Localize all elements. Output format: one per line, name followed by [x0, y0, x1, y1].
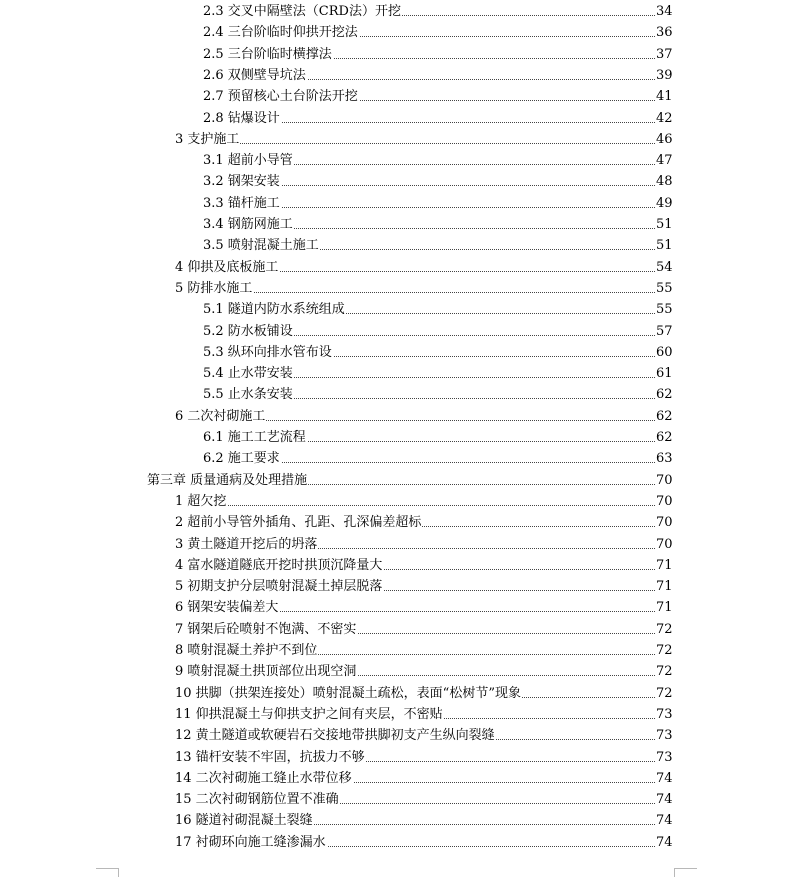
toc-page-number: 48	[656, 174, 673, 190]
toc-entry-title: 12 黄土隧道或软硬岩石交接地带拱脚初支产生纵向裂缝	[175, 725, 496, 746]
toc-entry-title: 16 隧道衬砌混凝土裂缝	[175, 810, 314, 831]
toc-page-number: 54	[656, 259, 673, 275]
toc-entry[interactable]	[0, 534, 795, 555]
toc-page-number: 49	[656, 195, 673, 211]
toc-page-number: 55	[656, 302, 673, 318]
toc-entry-title: 3.4 钢筋网施工	[203, 214, 294, 235]
toc-page-number: 74	[656, 792, 673, 808]
toc-entry[interactable]	[0, 576, 795, 597]
toc-entry-title: 第三章 质量通病及处理措施	[147, 470, 308, 491]
toc-entry-title: 6 钢架安装偏差大	[175, 597, 279, 618]
toc-entry[interactable]	[0, 747, 795, 768]
toc-entry[interactable]	[0, 789, 795, 810]
toc-entry-title: 2.3 交叉中隔壁法（CRD法）开挖	[203, 1, 402, 22]
toc-entry[interactable]	[0, 470, 795, 491]
toc-page-number: 70	[656, 493, 673, 509]
toc-entry-title: 3 黄土隧道开挖后的坍落	[175, 534, 318, 555]
toc-entry-title: 7 钢架后砼喷射不饱满、不密实	[175, 619, 357, 640]
toc-page-number: 39	[656, 67, 673, 83]
toc-entry[interactable]	[0, 321, 795, 342]
toc-entry-title: 2.5 三台阶临时横撑法	[203, 44, 333, 65]
toc-page-number: 70	[656, 515, 673, 531]
toc-page-number: 71	[656, 600, 673, 616]
toc-entry[interactable]	[0, 150, 795, 171]
toc-entry-title: 3.2 钢架安装	[203, 171, 281, 192]
toc-entry-title: 5.1 隧道内防水系统组成	[203, 299, 346, 320]
toc-entry[interactable]	[0, 491, 795, 512]
toc-entry[interactable]	[0, 214, 795, 235]
toc-entry[interactable]	[0, 44, 795, 65]
toc-page-number: 73	[656, 706, 673, 722]
toc-entry[interactable]	[0, 363, 795, 384]
toc-entry[interactable]	[0, 619, 795, 640]
toc-entry-title: 2.8 钻爆设计	[203, 108, 281, 129]
toc-entry-title: 6.2 施工要求	[203, 448, 281, 469]
toc-page-number: 72	[656, 685, 673, 701]
toc-page-number: 41	[656, 89, 673, 105]
toc-entry-title: 14 二次衬砌施工缝止水带位移	[175, 768, 353, 789]
toc-entry[interactable]	[0, 768, 795, 789]
toc-entry[interactable]	[0, 171, 795, 192]
toc-entry[interactable]	[0, 512, 795, 533]
toc-entry-title: 4 富水隧道隧底开挖时拱顶沉降量大	[175, 555, 383, 576]
toc-entry[interactable]	[0, 725, 795, 746]
toc-entry-title: 5.2 防水板铺设	[203, 321, 294, 342]
toc-page-number: 73	[656, 749, 673, 765]
toc-entry[interactable]	[0, 299, 795, 320]
toc-entry-title: 5.3 纵环向排水管布设	[203, 342, 333, 363]
toc-page-number: 61	[656, 366, 673, 382]
toc-entry[interactable]	[0, 342, 795, 363]
toc-entry[interactable]	[0, 406, 795, 427]
toc-page-number: 63	[656, 451, 673, 467]
toc-page-number: 74	[656, 834, 673, 850]
toc-entry[interactable]	[0, 832, 795, 853]
toc-page-number: 72	[656, 621, 673, 637]
toc-page-number: 71	[656, 557, 673, 573]
toc-entry[interactable]	[0, 22, 795, 43]
toc-page-number: 71	[656, 579, 673, 595]
toc-page-number: 57	[656, 323, 673, 339]
toc-entry-title: 17 衬砌环向施工缝渗漏水	[175, 832, 327, 853]
toc-page-number: 72	[656, 664, 673, 680]
toc-entry-title: 3.5 喷射混凝土施工	[203, 235, 320, 256]
toc-page-number: 46	[656, 131, 673, 147]
toc-page-number: 62	[656, 387, 673, 403]
toc-page-number: 37	[656, 46, 673, 62]
toc-entry-title: 6.1 施工工艺流程	[203, 427, 307, 448]
toc-page-number: 72	[656, 643, 673, 658]
toc-entry-title: 5.5 止水条安装	[203, 384, 294, 405]
toc-entry[interactable]	[0, 1, 795, 22]
toc-entry-title: 2 超前小导管外插角、孔距、孔深偏差超标	[175, 512, 422, 533]
toc-page-number: 51	[656, 217, 673, 232]
toc-entry-title: 5 初期支护分层喷射混凝土掉层脱落	[175, 576, 383, 597]
toc-entry-title: 13 锚杆安装不牢固，抗拔力不够	[175, 747, 366, 768]
toc-entry-title: 1 超欠挖	[175, 491, 227, 512]
toc-entry[interactable]	[0, 65, 795, 86]
toc-entry[interactable]	[0, 427, 795, 448]
toc-entry-title: 9 喷射混凝土拱顶部位出现空洞	[175, 661, 357, 682]
toc-entry-title: 5 防排水施工	[175, 278, 253, 299]
toc-entry[interactable]	[0, 193, 795, 214]
toc-entry[interactable]	[0, 704, 795, 725]
toc-page-number: 36	[656, 25, 673, 41]
toc-entry[interactable]	[0, 278, 795, 299]
toc-page-number: 74	[656, 770, 673, 786]
toc-entry[interactable]	[0, 597, 795, 618]
toc-entry-title: 2.6 双侧壁导坑法	[203, 65, 307, 86]
toc-page-number: 73	[656, 728, 673, 744]
toc-dot-leader	[175, 143, 655, 144]
toc-page-number: 47	[656, 153, 673, 169]
toc-entry-title: 3 支护施工	[175, 129, 240, 150]
toc-entry-title: 15 二次衬砌钢筋位置不准确	[175, 789, 340, 810]
toc-entry[interactable]	[0, 129, 795, 150]
toc-entry-title: 11 仰拱混凝土与仰拱支护之间有夹层，不密贴	[175, 704, 444, 725]
toc-entry[interactable]	[0, 810, 795, 831]
toc-entry[interactable]	[0, 683, 795, 704]
toc-entry-title: 10 拱脚（拱架连接处）喷射混凝土疏松，表面“松树节”现象	[175, 683, 522, 704]
toc-page-number: 70	[656, 536, 673, 552]
toc-entry[interactable]	[0, 235, 795, 256]
toc-entry[interactable]	[0, 448, 795, 469]
toc-entry[interactable]	[0, 86, 795, 107]
toc-page-number: 62	[656, 408, 673, 424]
toc-entry-title: 2.7 预留核心土台阶法开挖	[203, 86, 359, 107]
toc-entry-title: 6 二次衬砌施工	[175, 406, 266, 427]
toc-entry[interactable]	[0, 257, 795, 278]
toc-entry-title: 5.4 止水带安装	[203, 363, 294, 384]
toc-entry-title: 8 喷射混凝土养护不到位	[175, 640, 318, 661]
toc-page-number: 62	[656, 430, 673, 445]
toc-entry[interactable]	[0, 384, 795, 405]
toc-entry[interactable]	[0, 661, 795, 682]
toc-page-number: 55	[656, 280, 673, 296]
toc-dot-leader	[175, 505, 655, 506]
toc-page-number: 42	[656, 110, 673, 126]
toc-entry[interactable]	[0, 555, 795, 576]
toc-page-number: 70	[656, 472, 673, 488]
toc-page-number: 34	[656, 4, 673, 19]
toc-entry[interactable]	[0, 108, 795, 129]
toc-entry-title: 3.1 超前小导管	[203, 150, 294, 171]
toc-entry[interactable]	[0, 640, 795, 661]
toc-entry-title: 4 仰拱及底板施工	[175, 257, 279, 278]
toc-entry-title: 2.4 三台阶临时仰拱开挖法	[203, 22, 359, 43]
toc-entry-title: 3.3 锚杆施工	[203, 193, 281, 214]
toc-page-number: 60	[656, 344, 673, 360]
toc-page-number: 51	[656, 238, 673, 254]
toc-page-number: 74	[656, 813, 673, 829]
